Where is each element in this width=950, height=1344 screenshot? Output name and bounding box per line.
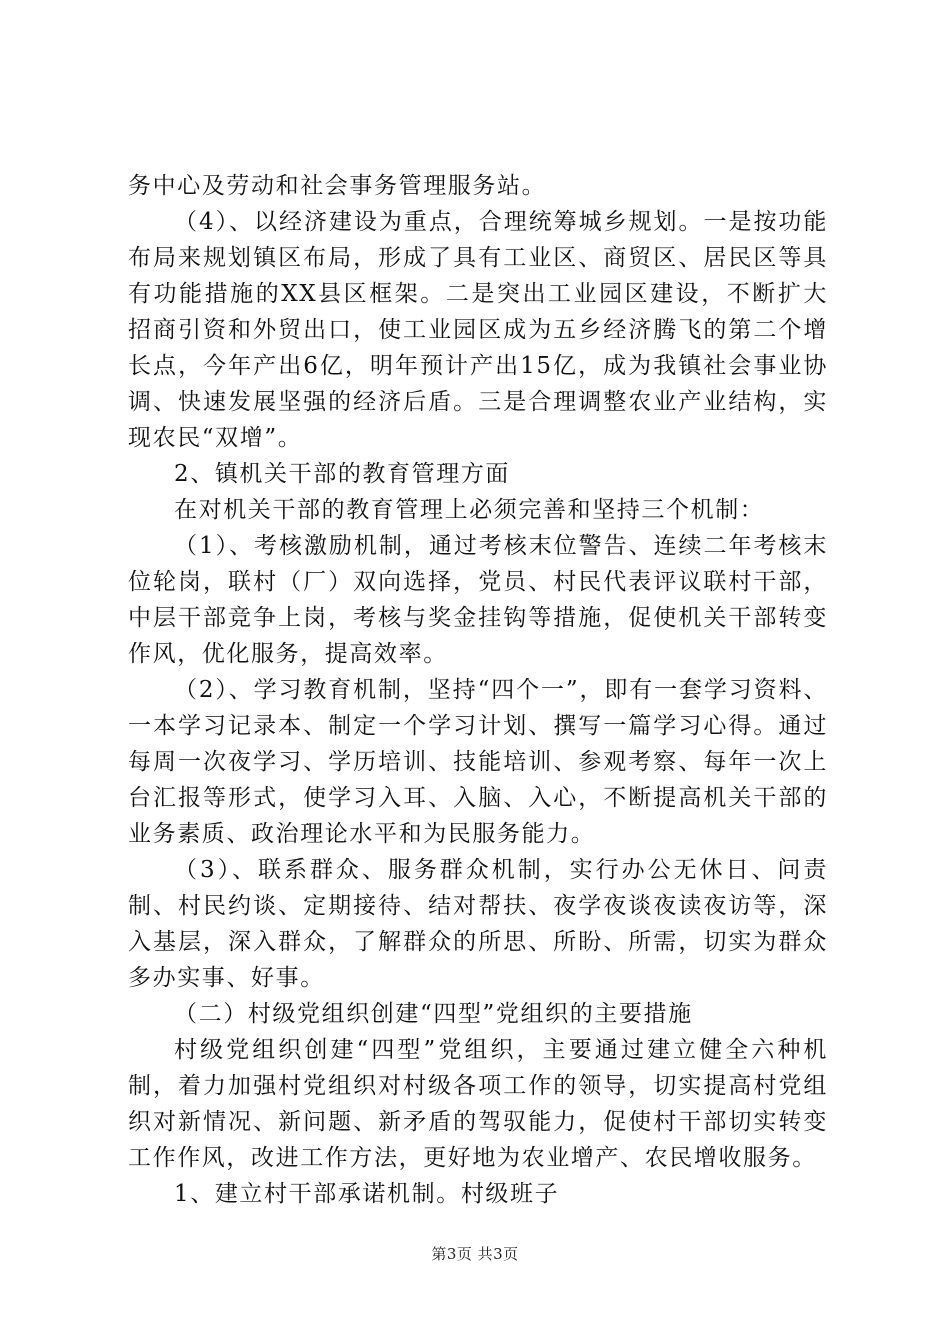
paragraph-item-4: （4）、以经济建设为重点，合理统筹城乡规划。一是按功能布局来规划镇区布局，形成了具有工业区、商贸区、居民区等具有功能措施的XX县区框架。二是突出工业园区建设，不断扩大招商引资和外贸出口，使工业园区成为五乡经济腾飞的第二个增长点，今年产出6亿，明年预计产出15亿，成为我镇社会事业协调、快速发展坚强的经济后盾。三是合理调整农业产业结构，实现农民“双增”。 xyxy=(128,209,828,451)
page-footer xyxy=(0,1244,950,1264)
document-body xyxy=(128,168,828,1212)
paragraph-village-party: 村级党组织创建“四型”党组织，主要通过建立健全六种机制，着力加强村党组织对村级各项工作的领导，切实提高村党组织对新情况、新问题、新矛盾的驾驭能力，促使村干部切实转变工作作风，改进工作方法，更好地为农业增产、农民增收服务。 xyxy=(128,1037,828,1171)
page-number: 第3页 共3页 xyxy=(431,1245,519,1263)
paragraph-three-mechanisms: 在对机关干部的教育管理上必须完善和坚持三个机制： xyxy=(174,497,765,523)
paragraph-item-1: （1）、考核激励机制，通过考核末位警告、连续二年考核末位轮岗，联村（厂）双向选择，党员、村民代表评议联村干部，中层干部竞争上岗，考核与奖金挂钩等措施，促使机关干部转变作风，优化服务，提高效率。 xyxy=(128,533,828,667)
paragraph-item-3: （3）、联系群众、服务群众机制，实行办公无休日、问责制、村民约谈、定期接待、结对帮扶、夜学夜谈夜读夜访等，深入基层，深入群众，了解群众的所思、所盼、所需，切实为群众多办实事、好事。 xyxy=(128,857,828,991)
paragraph-commitment-mechanism: 1、建立村干部承诺机制。村级班子 xyxy=(174,1181,560,1207)
section-heading-cadre-education: 2、镇机关干部的教育管理方面 xyxy=(174,461,511,487)
section-heading-village-party: （二）村级党组织创建“四型”党组织的主要措施 xyxy=(174,1001,693,1027)
paragraph-item-2: （2）、学习教育机制，坚持“四个一”，即有一套学习资料、一本学习记录本、制定一个学习计划、撰写一篇学习心得。通过每周一次夜学习、学历培训、技能培训、参观考察、每年一次上台汇报等形式，使学习入耳、入脑、入心，不断提高机关干部的业务素质、政治理论水平和为民服务能力。 xyxy=(128,677,828,847)
paragraph-continuation: 务中心及劳动和社会事务管理服务站。 xyxy=(128,173,547,199)
